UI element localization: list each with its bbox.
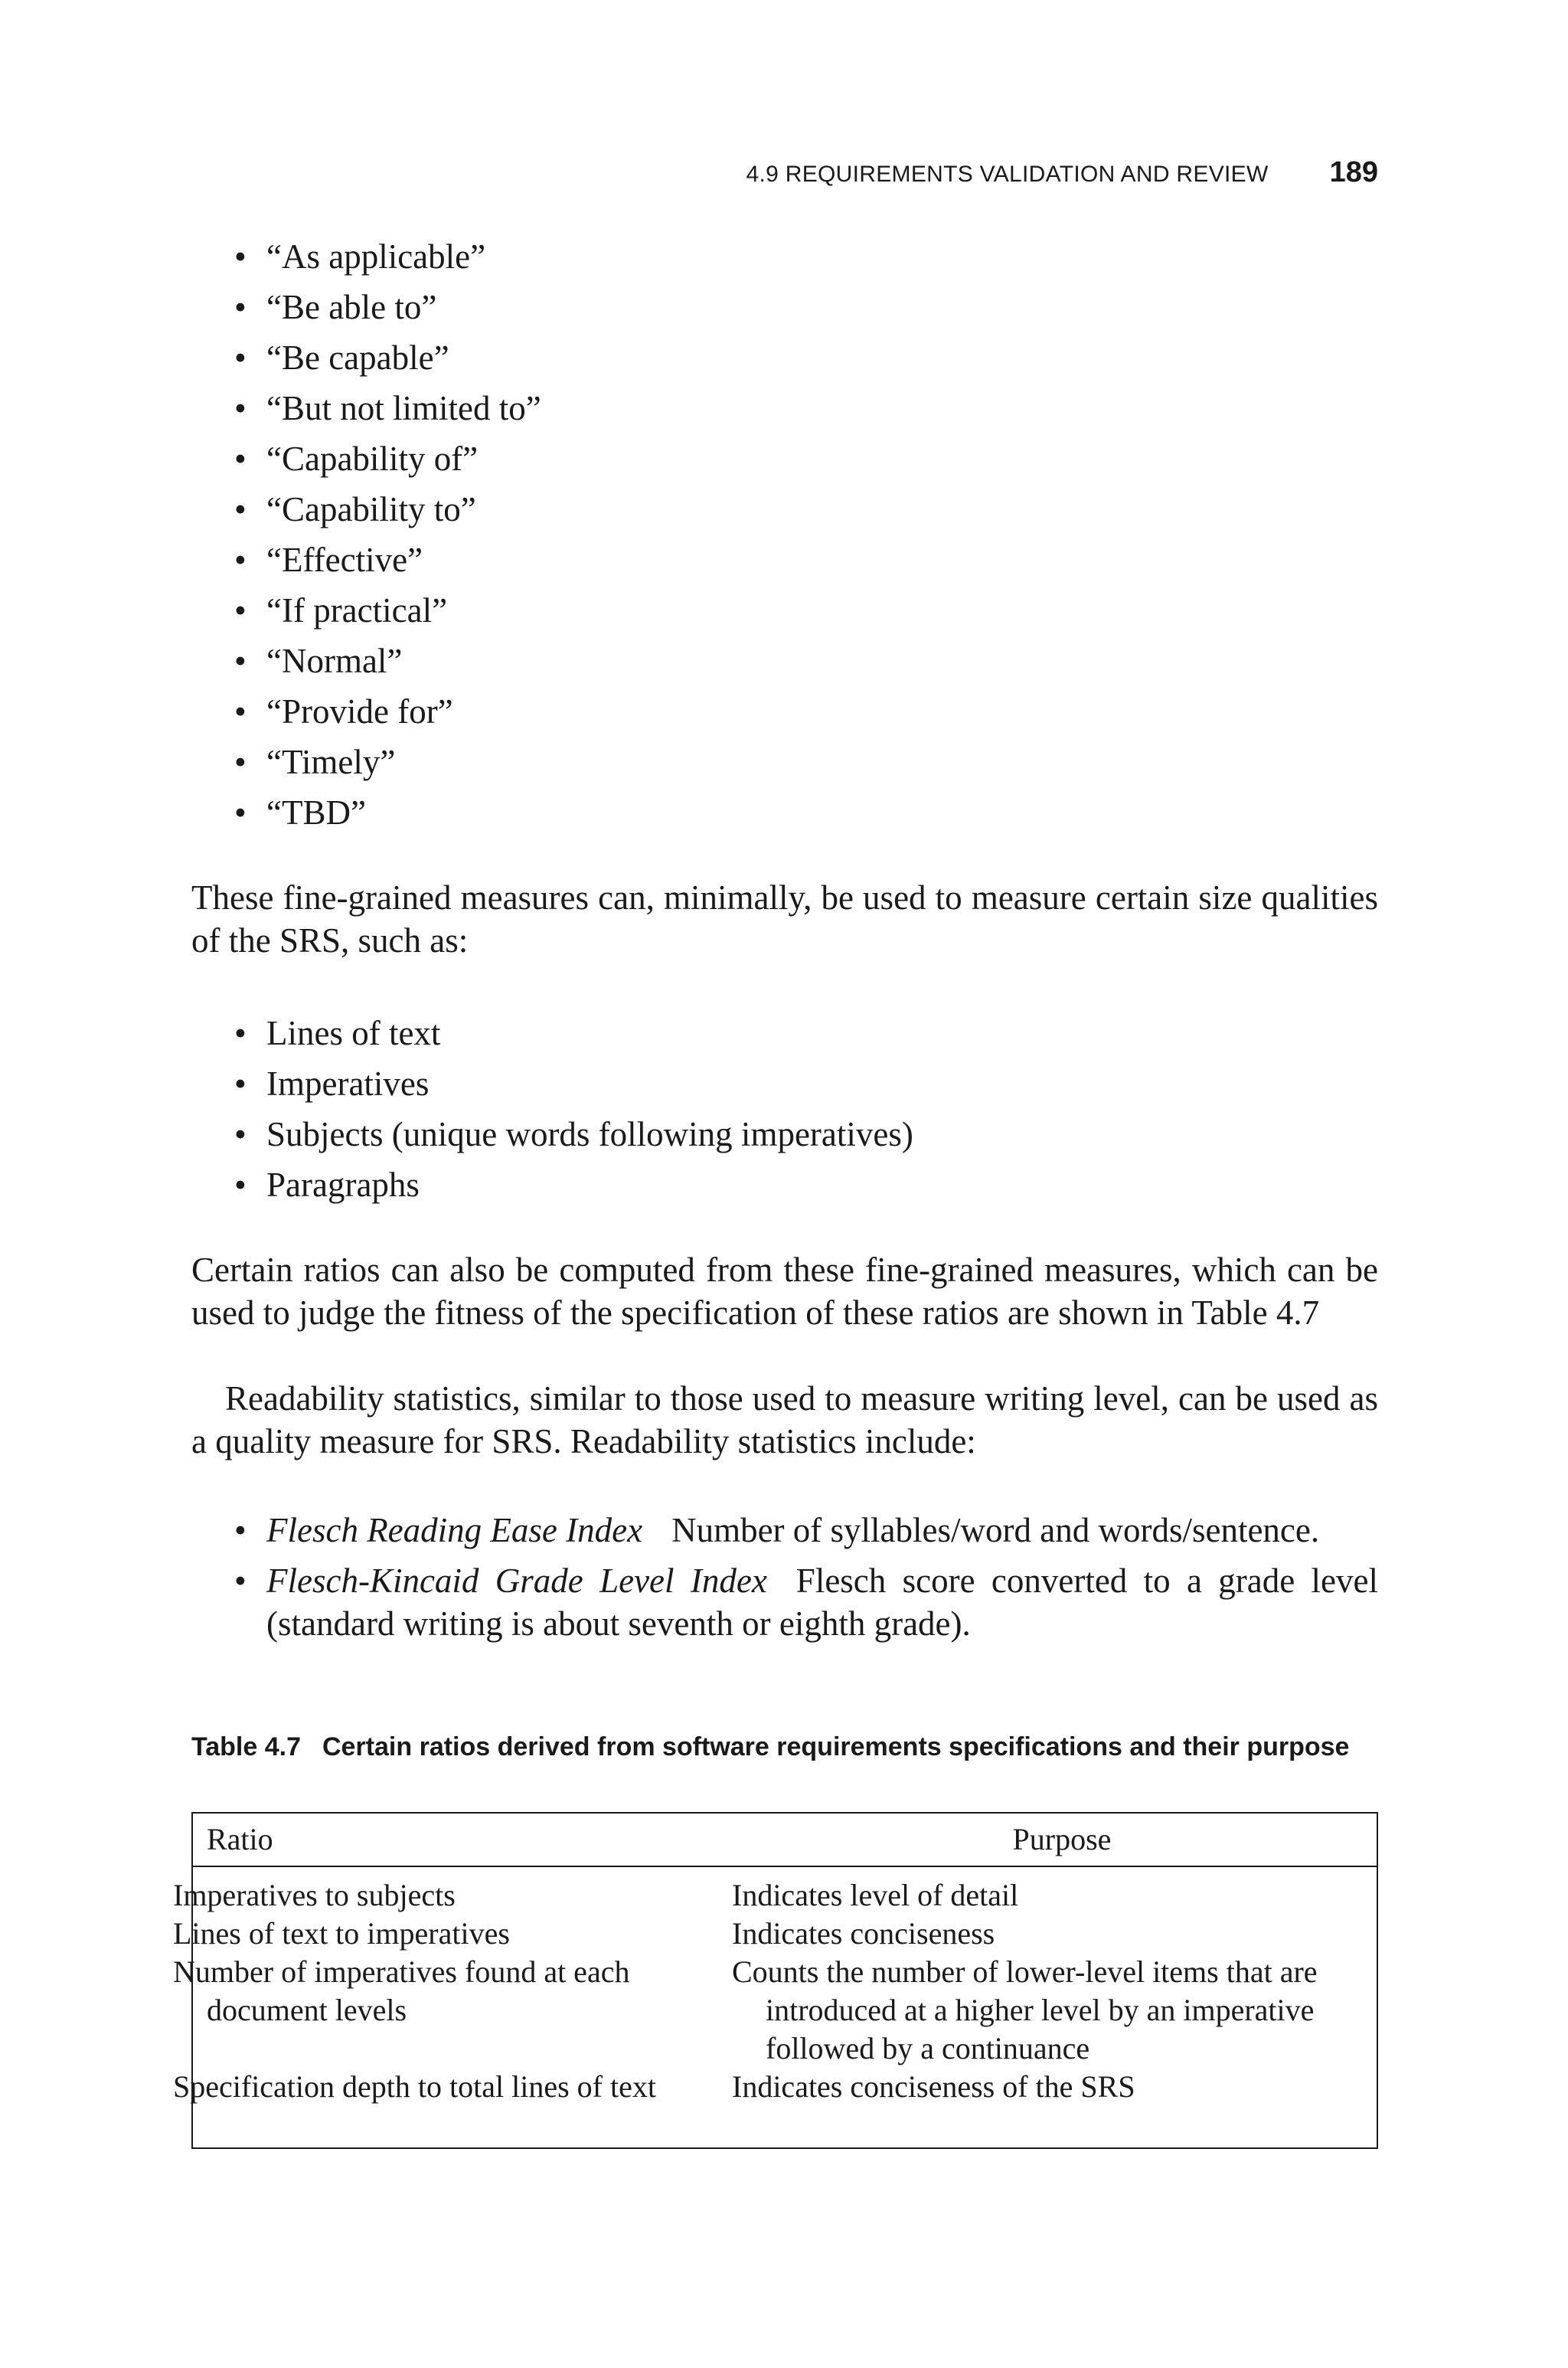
table-header [193,1814,1377,1867]
list-item: • “TBD” [191,787,1378,838]
column-header-ratio: Ratio [207,1822,273,1856]
list-item: • “Be capable” [191,332,1378,383]
list-item: • “As applicable” [191,231,1378,282]
readability-term: Flesch Reading Ease Index [266,1511,643,1549]
list-item: • Lines of text [191,1008,1378,1058]
table-row [173,1915,1377,1953]
list-item: • “Timely” [191,737,1378,787]
readability-term: Flesch-Kincaid Grade Level Index [266,1562,767,1600]
list-item: • “Provide for” [191,686,1378,737]
readability-item [191,1509,1378,1552]
running-head [746,156,1379,189]
readability-desc: Number of syllables/word and words/sentence. [671,1511,1320,1549]
table-cell-ratio: Specification depth to total lines of text [173,2069,656,2104]
list-item: • “If practical” [191,585,1378,636]
weak-phrases-list [191,231,1378,838]
size-qualities-list [191,1008,1378,1210]
list-item: • Subjects (unique words following imperatives) [191,1109,1378,1159]
ratios-table [173,1812,1378,2149]
paragraph-ratios: Certain ratios can also be computed from these fine-grained measures, which can be used to judge the fitness of the specification of these ratios are shown in Table 4.7 [191,1251,1378,1332]
running-head-section: 4.9 REQUIREMENTS VALIDATION AND REVIEW [746,162,1269,187]
list-item: • “Normal” [191,636,1378,686]
table-cell-ratio: Number of imperatives found at each document levels [173,1954,630,2027]
readability-item [191,1559,1378,1645]
table-cell-purpose: Indicates level of detail [732,1878,1019,1912]
paragraph-size-measures: These fine-grained measures can, minimally, be used to measure certain size qualities of the SRS, such as: [191,878,1378,960]
list-item: • “Capability of” [191,433,1378,484]
list-item: • “Be able to” [191,282,1378,332]
table-cell-ratio: Lines of text to imperatives [173,1916,510,1951]
table-cell-purpose: Indicates conciseness [732,1916,995,1951]
readability-list [191,1509,1378,1653]
table-caption [191,1729,1378,1765]
list-item: • “But not limited to” [191,383,1378,433]
table-cell-purpose: Indicates conciseness of the SRS [732,2069,1135,2104]
table-row [173,2068,1377,2106]
table-number: Table 4.7 [191,1732,301,1761]
table-cell-purpose: Counts the number of lower-level items that are introduced at a higher level by an imperative followed by a continuance [732,1954,1318,2065]
readability-desc: Flesch score converted to a grade level (standard writing is about seventh or eighth grade). [266,1562,1378,1643]
table-body [173,1867,1377,2106]
table-caption-text: Certain ratios derived from software requirements specifications and their purpose [322,1732,1350,1761]
page-number: 189 [1329,156,1378,188]
table-cell-ratio: Imperatives to subjects [173,1878,456,1912]
column-header-purpose: Purpose [1012,1822,1112,1856]
paragraph-readability: Readability statistics, similar to those used to measure writing level, can be used as a quality measure for SRS. Readability statistics include: [191,1379,1378,1460]
list-item: • “Effective” [191,535,1378,585]
list-item: • “Capability to” [191,484,1378,535]
table-row [173,1953,1377,2068]
list-item: • Imperatives [191,1058,1378,1109]
table-row [173,1876,1377,1915]
list-item: • Paragraphs [191,1159,1378,1210]
